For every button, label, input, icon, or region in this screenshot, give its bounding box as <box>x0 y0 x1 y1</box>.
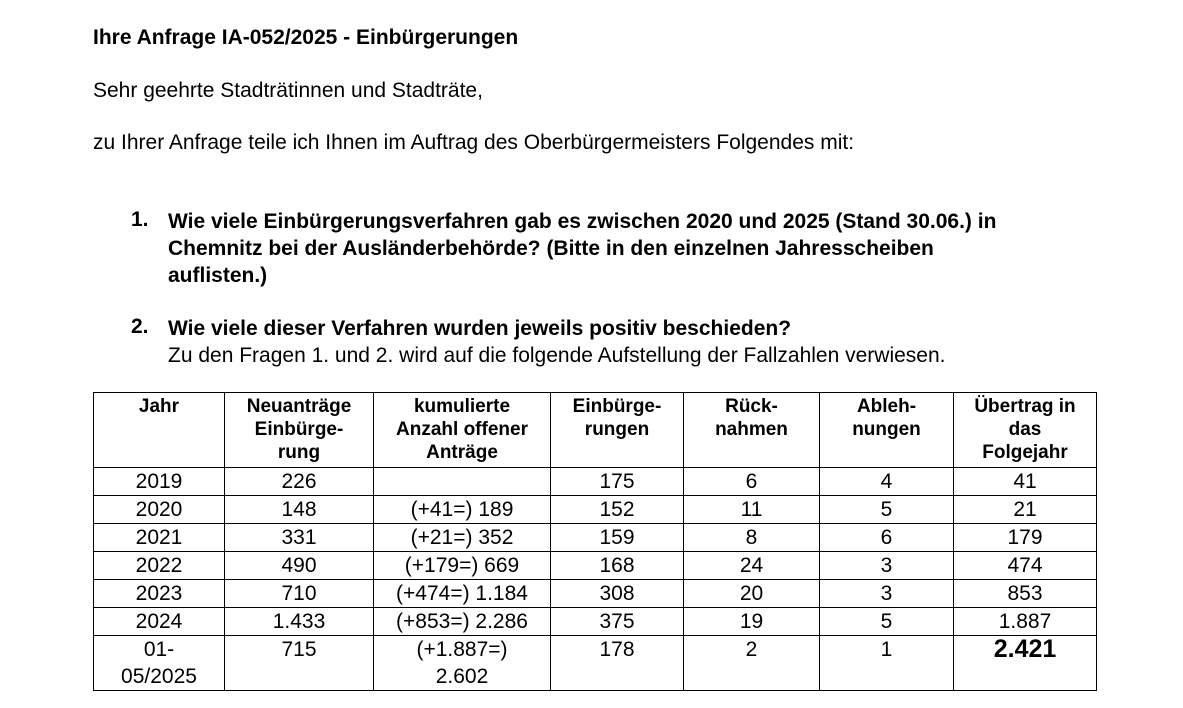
table-row <box>94 496 1097 524</box>
cell-kum: (+853=) 2.286 <box>374 608 551 636</box>
cell-uebertrag: 179 <box>954 524 1097 552</box>
cell-rueck: 11 <box>684 496 820 524</box>
statistics-table <box>93 392 1097 691</box>
cell-jahr: 2024 <box>94 608 225 636</box>
cell-einb: 159 <box>551 524 684 552</box>
salutation: Sehr geehrte Stadträtinnen und Stadträte, <box>93 79 483 102</box>
cell-abl: 3 <box>820 552 954 580</box>
cell-rueck: 2 <box>684 636 820 691</box>
cell-rueck: 24 <box>684 552 820 580</box>
cell-rueck: 8 <box>684 524 820 552</box>
question-line: Wie viele Einbürgerungsverfahren gab es zwischen 2020 und 2025 (Stand 30.06.) in <box>168 210 997 233</box>
cell-uebertrag: 1.887 <box>954 608 1097 636</box>
cell-kum: (+179=) 669 <box>374 552 551 580</box>
cell-neu: 1.433 <box>225 608 374 636</box>
question-text <box>168 208 1111 289</box>
cell-jahr: 01- 05/2025 <box>94 636 225 691</box>
cell-jahr: 2020 <box>94 496 225 524</box>
cell-uebertrag: 853 <box>954 580 1097 608</box>
cell-uebertrag: 21 <box>954 496 1097 524</box>
cell-neu: 710 <box>225 580 374 608</box>
cell-neu: 490 <box>225 552 374 580</box>
cell-uebertrag: 41 <box>954 468 1097 496</box>
cell-abl: 5 <box>820 608 954 636</box>
table-header-row <box>94 393 1097 468</box>
question-line: Chemnitz bei der Ausländerbehörde? (Bitte in den einzelnen Jahresscheiben <box>168 237 934 260</box>
cell-jahr: 2022 <box>94 552 225 580</box>
table-row <box>94 608 1097 636</box>
cell-neu: 331 <box>225 524 374 552</box>
header-neuantraege: Neuanträge Einbürge- rung <box>225 393 374 468</box>
cell-neu: 148 <box>225 496 374 524</box>
cell-uebertrag-total: 2.421 <box>954 636 1097 691</box>
cell-abl: 6 <box>820 524 954 552</box>
cell-rueck: 19 <box>684 608 820 636</box>
cell-kum: (+474=) 1.184 <box>374 580 551 608</box>
cell-abl: 5 <box>820 496 954 524</box>
cell-einb: 168 <box>551 552 684 580</box>
cell-kum <box>374 468 551 496</box>
answer-text: Zu den Fragen 1. und 2. wird auf die folgende Aufstellung der Fallzahlen verwiesen. <box>168 344 946 367</box>
cell-jahr: 2023 <box>94 580 225 608</box>
cell-neu: 715 <box>225 636 374 691</box>
question-number: 1. <box>131 208 149 231</box>
question-number: 2. <box>131 315 149 338</box>
cell-kum: (+1.887=) 2.602 <box>374 636 551 691</box>
header-ruecknahmen: Rück- nahmen <box>684 393 820 468</box>
cell-neu: 226 <box>225 468 374 496</box>
cell-einb: 375 <box>551 608 684 636</box>
cell-einb: 178 <box>551 636 684 691</box>
header-ablehnungen: Ableh- nungen <box>820 393 954 468</box>
cell-jahr: 2021 <box>94 524 225 552</box>
question-1 <box>131 208 1111 289</box>
cell-einb: 152 <box>551 496 684 524</box>
cell-abl: 1 <box>820 636 954 691</box>
intro-text: zu Ihrer Anfrage teile ich Ihnen im Auftrag des Oberbürgermeisters Folgendes mit: <box>93 131 855 154</box>
question-2 <box>131 315 1111 369</box>
cell-uebertrag: 474 <box>954 552 1097 580</box>
table-row-last <box>94 636 1097 691</box>
cell-jahr: 2019 <box>94 468 225 496</box>
header-einbuergerungen: Einbürge- rungen <box>551 393 684 468</box>
question-text: Wie viele dieser Verfahren wurden jeweils positiv beschieden? <box>168 317 792 340</box>
cell-kum: (+41=) 189 <box>374 496 551 524</box>
cell-einb: 175 <box>551 468 684 496</box>
header-kumulierte: kumulierte Anzahl offener Anträge <box>374 393 551 468</box>
cell-rueck: 6 <box>684 468 820 496</box>
cell-abl: 3 <box>820 580 954 608</box>
table-row <box>94 524 1097 552</box>
cell-abl: 4 <box>820 468 954 496</box>
table-row <box>94 552 1097 580</box>
page-title: Ihre Anfrage IA-052/2025 - Einbürgerungen <box>93 26 519 49</box>
table-row <box>94 580 1097 608</box>
cell-kum: (+21=) 352 <box>374 524 551 552</box>
question-line: auflisten.) <box>168 264 268 287</box>
cell-einb: 308 <box>551 580 684 608</box>
header-jahr: Jahr <box>94 393 225 468</box>
header-uebertrag: Übertrag in das Folgejahr <box>954 393 1097 468</box>
cell-rueck: 20 <box>684 580 820 608</box>
table-row <box>94 468 1097 496</box>
